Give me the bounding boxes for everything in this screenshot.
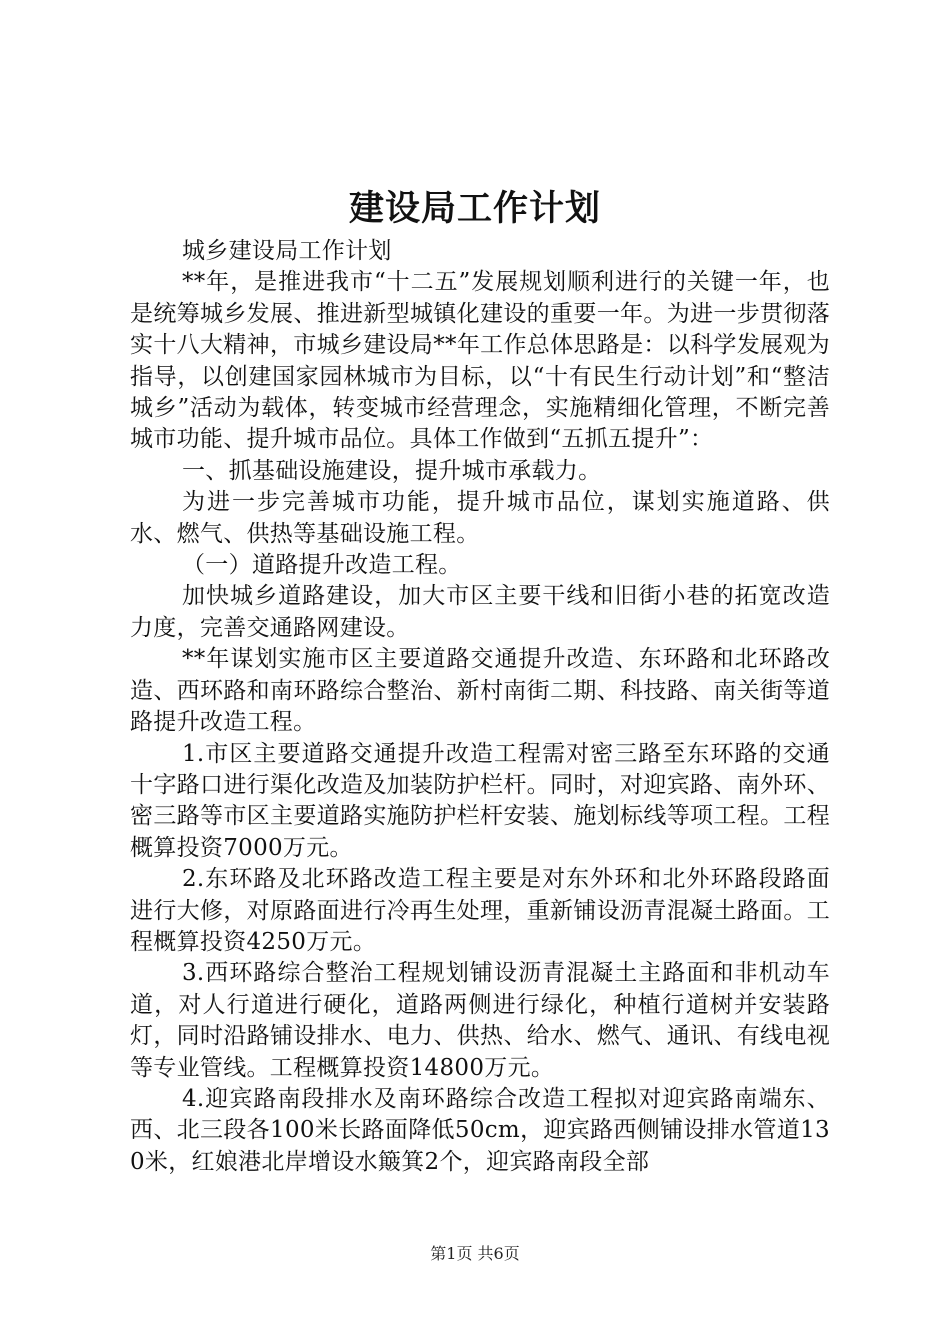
paragraph: 城乡建设局工作计划 [182, 238, 392, 264]
list-item: 1.市区主要道路交通提升改造工程需对密三路至东环路的交通十字路口进行渠化改造及加装防护栏杆。同时，对迎宾路、南外环、密三路等市区主要道路实施防护栏杆安装、施划标线等项工程。工程概算投资7000万元。 [130, 740, 830, 861]
page-number: 第1页 共6页 [430, 1244, 520, 1263]
subsection-heading: （一）道路提升改造工程。 [182, 552, 462, 579]
paragraph: **年谋划实施市区主要道路交通提升改造、东环路和北环路改造、西环路和南环路综合整治、新村南街二期、科技路、南关街等道路提升改造工程。 [130, 646, 830, 736]
document-body [130, 236, 830, 1178]
paragraph: 为进一步完善城市功能，提升城市品位，谋划实施道路、供水、燃气、供热等基础设施工程。 [130, 489, 830, 547]
list-item: 2.东环路及北环路改造工程主要是对东外环和北外环路段路面进行大修，对原路面进行冷再生处理，重新铺设沥青混凝土路面。工程概算投资4250万元。 [130, 866, 830, 955]
paragraph: 加快城乡道路建设，加大市区主要干线和旧街小巷的拓宽改造力度，完善交通路网建设。 [130, 583, 830, 641]
document-title: 建设局工作计划 [348, 188, 601, 229]
paragraph: **年，是推进我市“十二五”发展规划顺利进行的关键一年，也是统筹城乡发展、推进新型城镇化建设的重要一年。为进一步贯彻落实十八大精神，市城乡建设局**年工作总体思路是：以科学发展观为指导，以创建国家园林城市为目标，以“十有民生行动计划”和“整洁城乡”活动为载体，转变城市经营理念，实施精细化管理，不断完善城市功能、提升城市品位。具体工作做到“五抓五提升”： [130, 269, 830, 453]
list-item: 3.西环路综合整治工程规划铺设沥青混凝土主路面和非机动车道，对人行道进行硬化，道路两侧进行绿化，种植行道树并安装路灯，同时沿路铺设排水、电力、供热、给水、燃气、通讯、有线电视等专业管线。工程概算投资14800万元。 [130, 960, 830, 1081]
section-heading: 一、抓基础设施建设，提升城市承载力。 [182, 457, 602, 484]
list-item: 4.迎宾路南段排水及南环路综合改造工程拟对迎宾路南端东、西、北三段各100米长路面降低50cm，迎宾路西侧铺设排水管道130米，红娘港北岸增设水簸箕2个，迎宾路南段全部 [130, 1085, 830, 1175]
